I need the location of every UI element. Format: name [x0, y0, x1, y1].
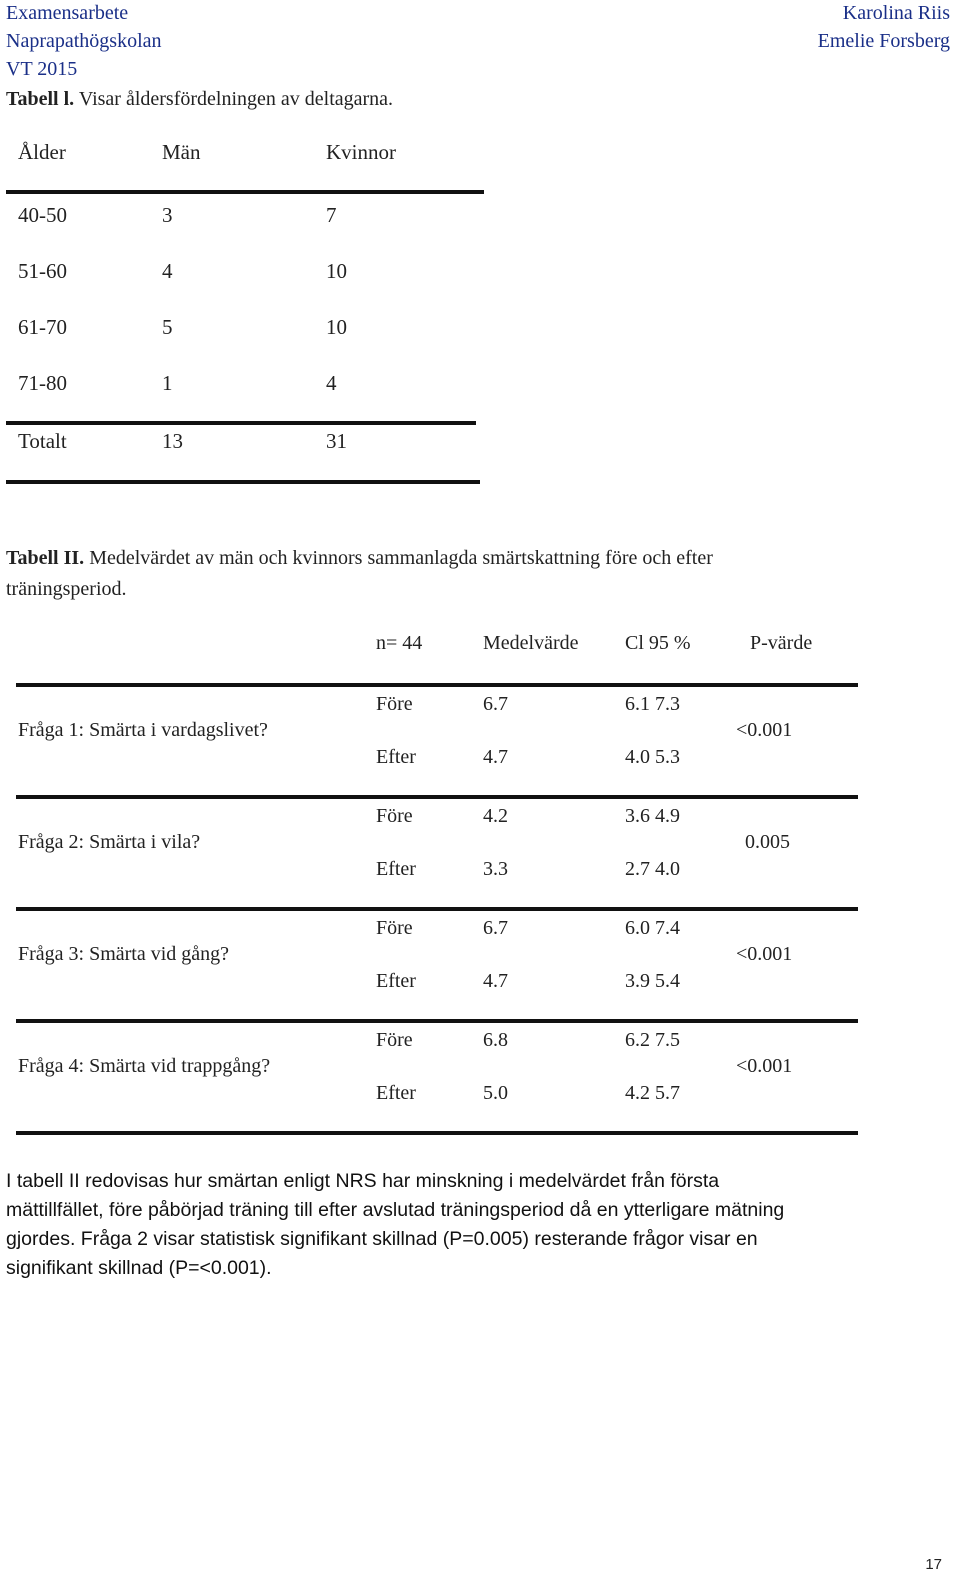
table2-row-label: Före: [376, 917, 413, 939]
table2-rule: [16, 907, 858, 911]
table1-cell: 7: [326, 203, 337, 227]
table2-p-value: <0.001: [736, 719, 793, 741]
table1-cell: 51-60: [18, 259, 67, 283]
table2-ci: 3.9 5.4: [625, 970, 680, 992]
table2-p-value: 0.005: [745, 831, 790, 853]
table1-cell: 3: [162, 203, 173, 227]
header-left-line-3: VT 2015: [6, 58, 78, 80]
table1-cell: 1: [162, 371, 173, 395]
table2-bottom-rule: [16, 1131, 858, 1135]
table2-col-n: n= 44: [376, 632, 423, 654]
table2-row-label: Efter: [376, 746, 416, 768]
table2-mean: 4.7: [483, 970, 508, 992]
table1-caption-label: Tabell l.: [6, 88, 75, 110]
table2-col-mean: Medelvärde: [483, 632, 579, 654]
table1-cell: Totalt: [18, 429, 67, 453]
table2-ci: 6.1 7.3: [625, 693, 680, 715]
table2-question: Fråga 1: Smärta i vardagslivet?: [18, 719, 268, 741]
table1-caption: [6, 86, 393, 112]
table2-row-label: Före: [376, 1029, 413, 1051]
paragraph-line-3: gjordes. Fråga 2 visar statistisk signifikant skillnad (P=0.005) resterande frågor visar en: [6, 1228, 758, 1250]
table2-rule: [16, 795, 858, 799]
table2-mean: 6.7: [483, 917, 508, 939]
paragraph-line-4: signifikant skillnad (P=<0.001).: [6, 1257, 272, 1279]
table1-cell: 61-70: [18, 315, 67, 339]
table2-mean: 3.3: [483, 858, 508, 880]
table2-col-p: P-värde: [750, 632, 813, 654]
table2-col-ci: Cl 95 %: [625, 632, 691, 654]
header-right-line-1: Karolina Riis: [842, 2, 950, 24]
table1-col-women: Kvinnor: [326, 140, 396, 164]
table1-col-age: Ålder: [18, 140, 66, 164]
table2-question: Fråga 4: Smärta vid trappgång?: [18, 1055, 271, 1077]
table1-cell: 71-80: [18, 371, 67, 395]
table1-top-rule: [6, 190, 484, 194]
table2-row-label: Efter: [376, 1082, 416, 1104]
table2-mean: 6.8: [483, 1029, 508, 1051]
table2-mean: 4.7: [483, 746, 508, 768]
table2-row-label: Efter: [376, 970, 416, 992]
table2-caption-text: Medelvärdet av män och kvinnors sammanlagda smärtskattning före och efter: [84, 547, 713, 569]
table2-ci: 2.7 4.0: [625, 858, 680, 880]
table2-question: Fråga 2: Smärta i vila?: [18, 831, 201, 853]
table1-cell: 10: [326, 259, 347, 283]
table2-mean: 4.2: [483, 805, 508, 827]
table2-p-value: <0.001: [736, 943, 793, 965]
table2-row-label: Före: [376, 693, 413, 715]
table2-ci: 3.6 4.9: [625, 805, 680, 827]
table1-total-rule: [6, 421, 476, 425]
table2-ci: 4.2 5.7: [625, 1082, 680, 1104]
table1-cell: 40-50: [18, 203, 67, 227]
table2-p-value: <0.001: [736, 1055, 793, 1077]
table2-row-label: Före: [376, 805, 413, 827]
table2-caption-label: Tabell II.: [6, 547, 85, 569]
table2-mean: 6.7: [483, 693, 508, 715]
table1-cell: 10: [326, 315, 347, 339]
page-number: 17: [925, 1556, 942, 1573]
table2-question: Fråga 3: Smärta vid gång?: [18, 943, 230, 965]
header-left-line-2: Naprapathögskolan: [6, 30, 162, 52]
table2-caption-line-2: träningsperiod.: [6, 578, 127, 600]
table1-bottom-rule: [6, 480, 480, 484]
paragraph-line-1: I tabell II redovisas hur smärtan enligt NRS har minskning i medelvärdet från första: [6, 1170, 720, 1192]
table2-ci: 4.0 5.3: [625, 746, 680, 768]
table2-ci: 6.0 7.4: [625, 917, 680, 939]
table1-cell: 4: [326, 371, 337, 395]
table1-cell: 31: [326, 429, 347, 453]
table1-cell: 4: [162, 259, 173, 283]
table2-row-label: Efter: [376, 858, 416, 880]
header-left-line-1: Examensarbete: [6, 2, 129, 24]
table2-ci: 6.2 7.5: [625, 1029, 680, 1051]
table2-mean: 5.0: [483, 1082, 508, 1104]
table1-caption-text: Visar åldersfördelningen av deltagarna.: [74, 88, 394, 110]
table2-rule: [16, 683, 858, 687]
table1-cell: 13: [162, 429, 183, 453]
header-right-line-2: Emelie Forsberg: [817, 30, 950, 52]
paragraph-line-2: mättillfället, före påbörjad träning till efter avslutad träningsperiod då en ytterligare mätning: [6, 1199, 785, 1221]
table2-rule: [16, 1019, 858, 1023]
table1-col-men: Män: [162, 140, 201, 164]
table2-caption: [6, 545, 713, 571]
table1-cell: 5: [162, 315, 173, 339]
